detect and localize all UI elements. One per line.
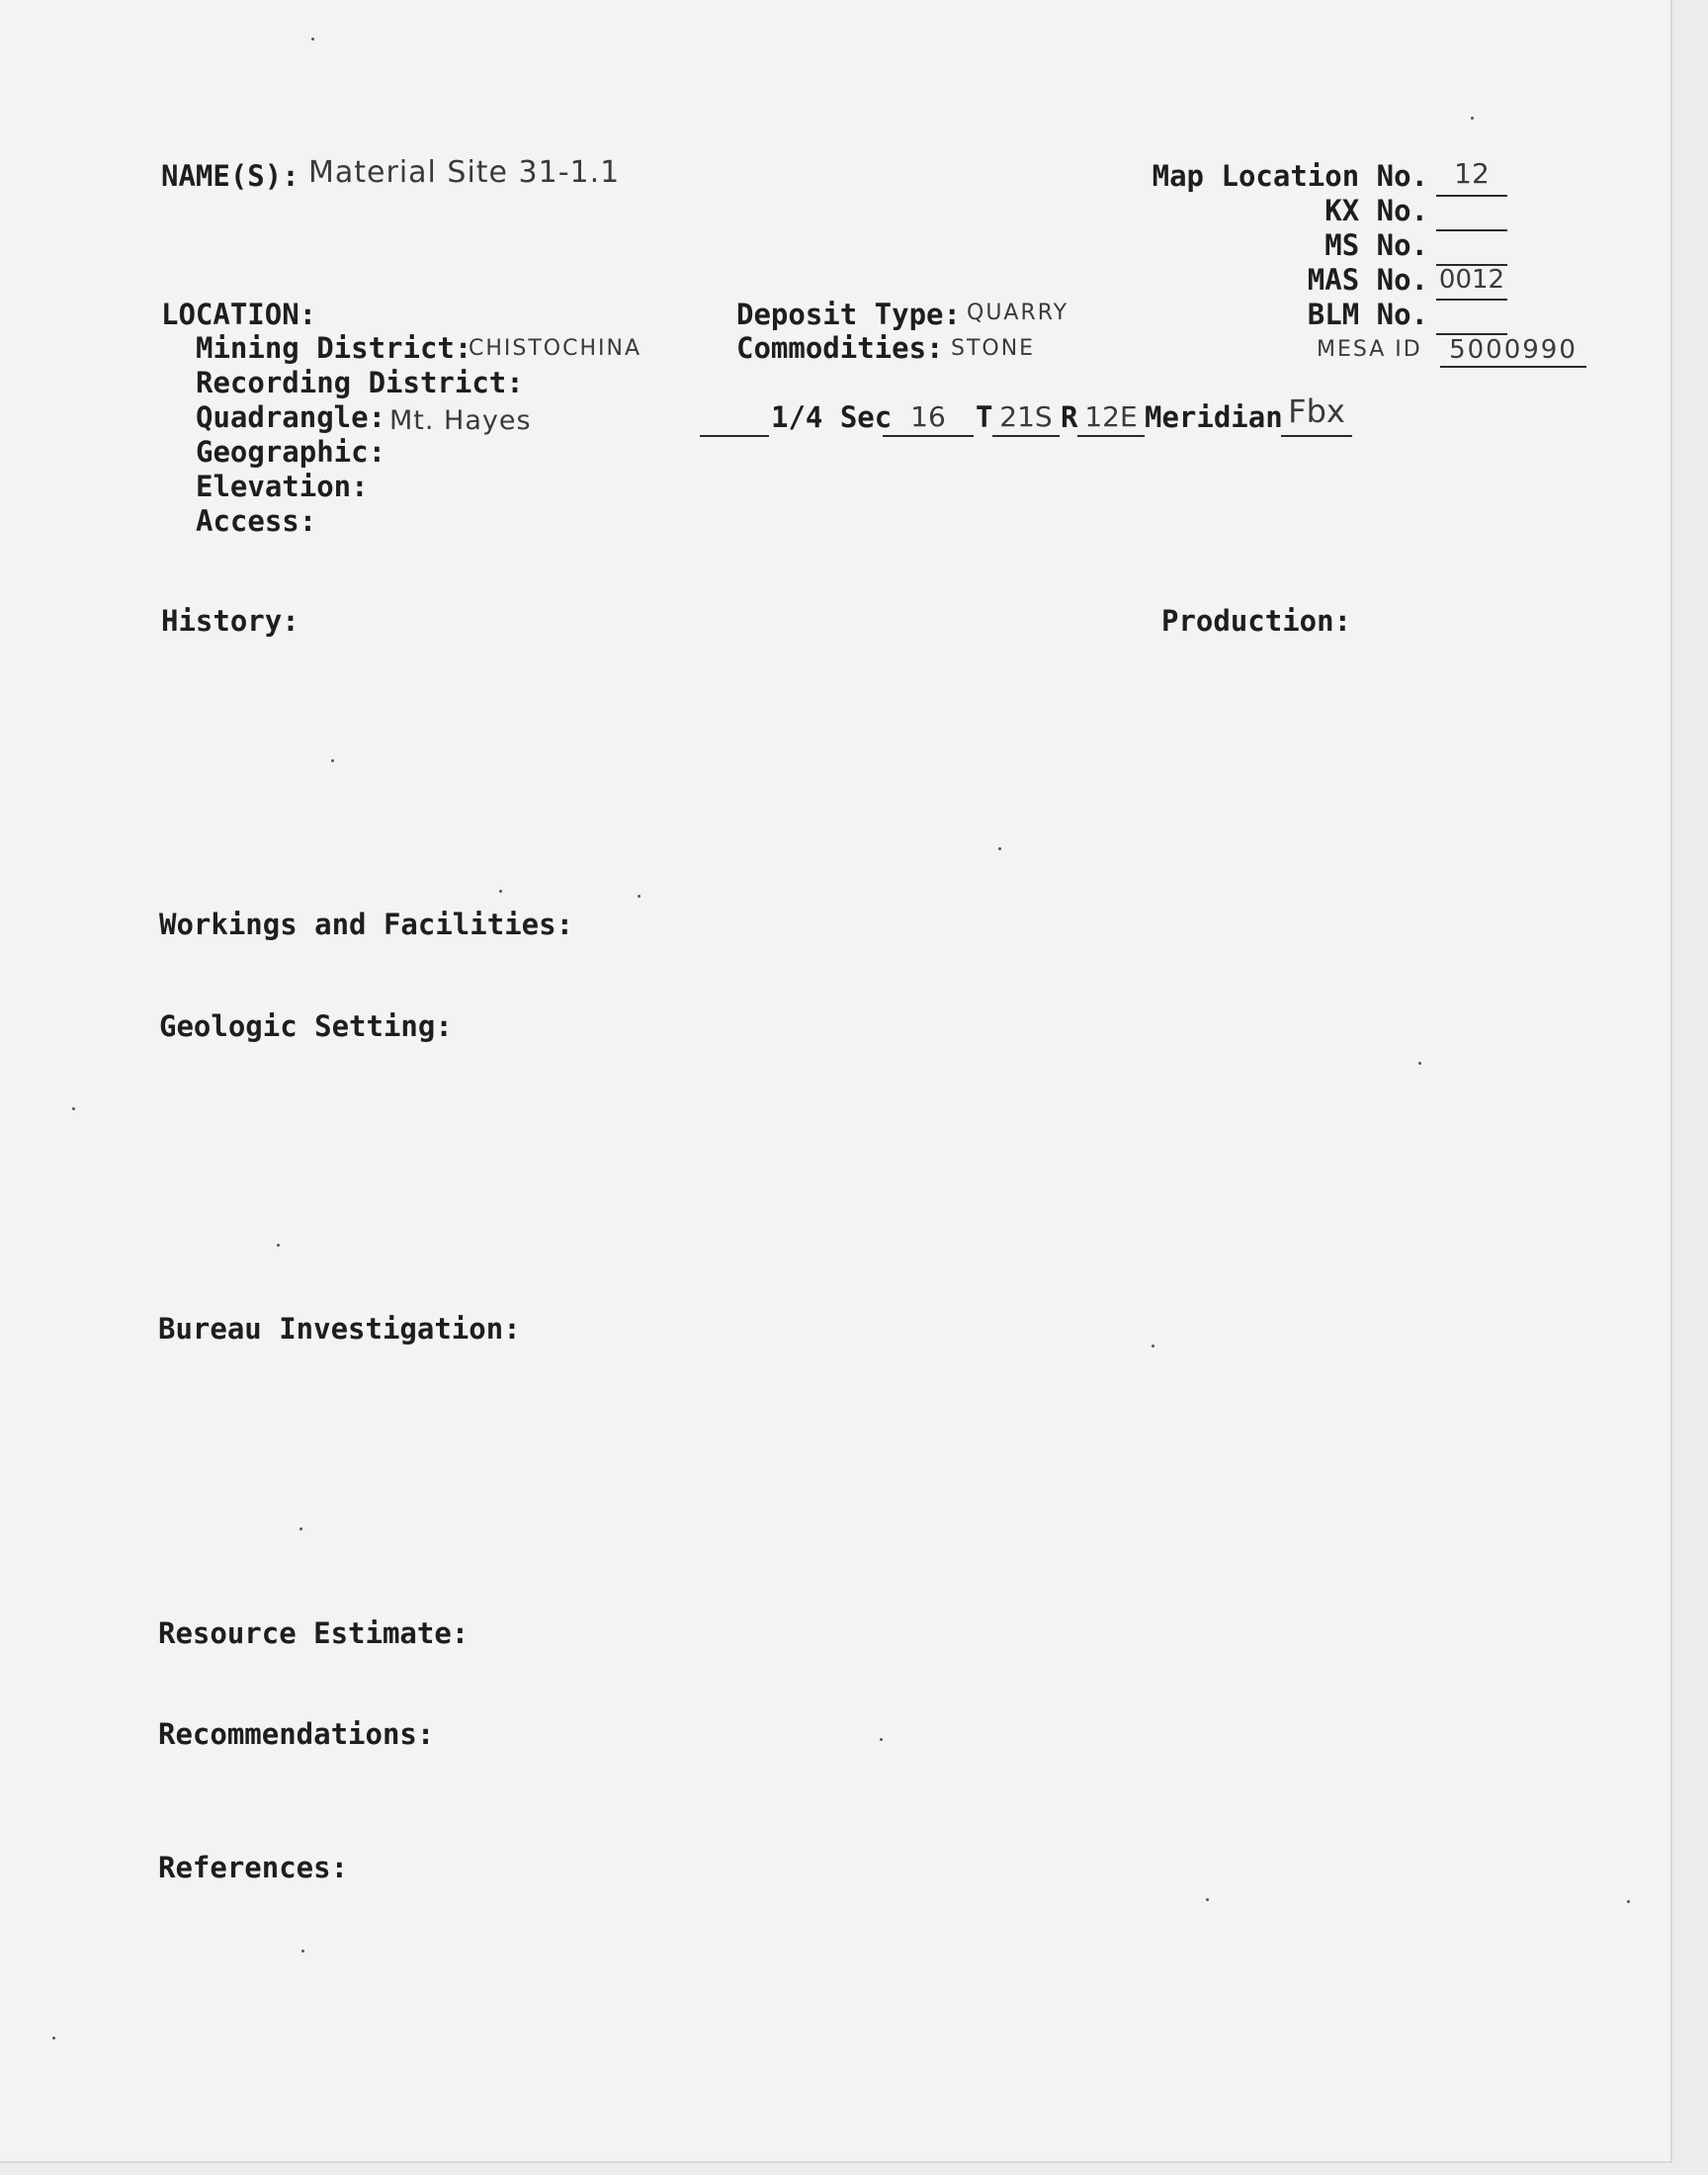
scan-speck (72, 1107, 75, 1110)
mas-blank (1436, 299, 1507, 301)
production-heading: Production: (1161, 604, 1352, 638)
deposit-type-value: QUARRY (967, 301, 1069, 325)
township-prefix: T (976, 400, 993, 434)
scan-speck (1471, 117, 1474, 120)
ms-label: MS No. (1324, 228, 1428, 262)
mas-label: MAS No. (1307, 263, 1428, 297)
mesa-label: MESA ID (1317, 337, 1422, 362)
range-value: 12E (1084, 400, 1138, 433)
kx-blank (1436, 229, 1507, 231)
meridian-label: Meridian (1145, 400, 1283, 434)
meridian-value: Fbx (1288, 392, 1345, 430)
map-location-blank (1436, 195, 1507, 197)
scan-speck (1627, 1900, 1630, 1903)
workings-heading: Workings and Facilities: (159, 908, 574, 941)
scan-speck (1206, 1898, 1209, 1901)
scan-speck (311, 38, 314, 41)
section-value: 16 (910, 400, 946, 433)
scan-speck (277, 1244, 280, 1247)
recommendations-heading: Recommendations: (158, 1717, 435, 1751)
township-value: 21S (999, 400, 1053, 433)
references-heading: References: (158, 1851, 349, 1884)
resource-heading: Resource Estimate: (158, 1616, 470, 1650)
location-heading: LOCATION: (161, 298, 317, 331)
names-label: NAME(S): (161, 159, 299, 193)
quarter-section-label: 1/4 Sec (771, 400, 893, 434)
scan-speck (1152, 1345, 1154, 1348)
commodities-label: Commodities: (736, 331, 944, 365)
geographic-label: Geographic: (196, 435, 386, 469)
deposit-type-label: Deposit Type: (736, 298, 961, 331)
mesa-blank (1440, 366, 1586, 368)
blm-label: BLM No. (1307, 298, 1428, 331)
meridian-blank (1281, 435, 1352, 437)
township-blank (992, 435, 1060, 437)
commodities-value: STONE (951, 336, 1036, 361)
scan-speck (880, 1738, 883, 1741)
section-blank (883, 435, 974, 437)
quarter-blank (700, 435, 769, 437)
scan-speck (52, 2037, 55, 2040)
range-prefix: R (1061, 400, 1078, 434)
mining-district-label: Mining District: (196, 331, 472, 365)
map-location-label: Map Location No. (1152, 159, 1428, 193)
scan-speck (499, 890, 502, 893)
names-value: Material Site 31-1.1 (308, 155, 621, 190)
mining-district-value: CHISTOCHINA (469, 336, 642, 361)
quadrangle-value: Mt. Hayes (389, 405, 532, 436)
map-location-value: 12 (1454, 157, 1490, 190)
scan-speck (1418, 1062, 1421, 1065)
scan-speck (299, 1527, 302, 1530)
quadrangle-label: Quadrangle: (196, 400, 386, 434)
scan-speck (301, 1950, 304, 1953)
scan-speck (638, 895, 640, 898)
history-heading: History: (161, 604, 299, 638)
access-label: Access: (196, 504, 317, 538)
bureau-heading: Bureau Investigation: (158, 1312, 521, 1346)
scan-speck (331, 759, 334, 762)
mesa-value: 5000990 (1449, 335, 1578, 365)
scan-speck (998, 847, 1001, 850)
kx-label: KX No. (1324, 194, 1428, 227)
mas-value: 0012 (1438, 265, 1505, 295)
range-blank (1077, 435, 1145, 437)
geologic-heading: Geologic Setting: (159, 1009, 453, 1043)
recording-district-label: Recording District: (196, 366, 524, 399)
elevation-label: Elevation: (196, 470, 369, 503)
